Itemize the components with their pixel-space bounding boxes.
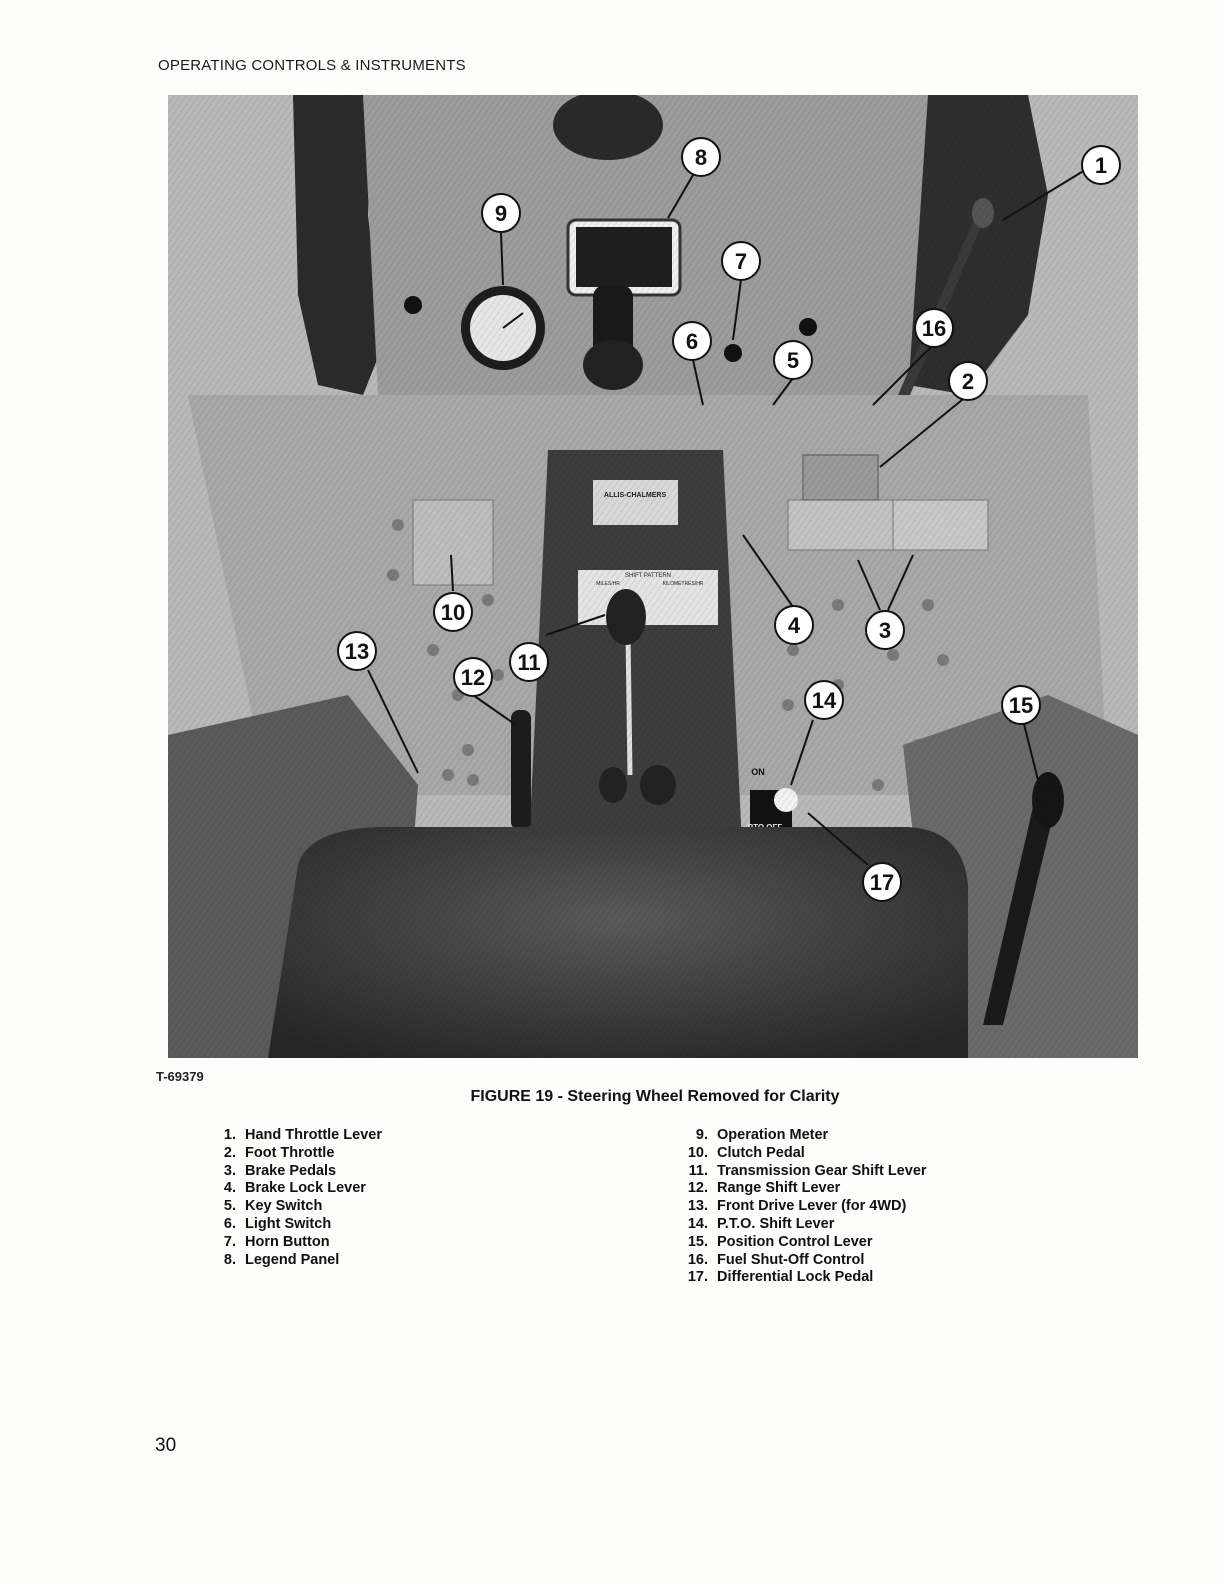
callout-10-number: 10 xyxy=(440,600,466,625)
legend-item-label: Operation Meter xyxy=(717,1127,829,1143)
callout-5-number: 5 xyxy=(786,348,800,373)
section-header: OPERATING CONTROLS & INSTRUMENTS xyxy=(158,57,466,74)
legend-item xyxy=(200,1145,382,1163)
legend-item-label: Front Drive Lever (for 4WD) xyxy=(717,1198,907,1215)
callout-13-number: 13 xyxy=(344,639,370,664)
callout-3-number: 3 xyxy=(878,618,892,643)
figure-caption: FIGURE 19 - Steering Wheel Removed for Clarity xyxy=(470,1088,840,1105)
legend-item-number: 10. xyxy=(687,1144,708,1161)
legend-item xyxy=(200,1180,382,1198)
legend-item-number: 17. xyxy=(687,1269,708,1286)
legend-item xyxy=(672,1198,927,1216)
legend-item-label: Range Shift Lever xyxy=(717,1180,841,1197)
legend-item-label: Light Switch xyxy=(245,1215,332,1232)
legend-item-number: 6. xyxy=(223,1215,236,1232)
callout-1-number: 1 xyxy=(1094,153,1108,178)
legend-item-number: 14. xyxy=(687,1215,708,1232)
callout-9-number: 9 xyxy=(494,201,508,226)
legend-item xyxy=(200,1198,382,1216)
tractor-controls-photo xyxy=(168,95,1138,1058)
legend-item xyxy=(672,1216,927,1234)
legend-item-label: Position Control Lever xyxy=(717,1233,873,1250)
legend-item xyxy=(672,1269,927,1287)
legend-item-number: 2. xyxy=(223,1144,236,1161)
callout-15-number: 15 xyxy=(1008,693,1034,718)
legend-item-label: Brake Lock Lever xyxy=(245,1180,366,1197)
legend-item xyxy=(672,1234,927,1252)
legend-item-number: 7. xyxy=(223,1233,236,1250)
callout-17-number: 17 xyxy=(869,870,895,895)
callout-6-number: 6 xyxy=(685,329,699,354)
legend-item-number: 9. xyxy=(695,1127,708,1143)
legend-item xyxy=(672,1127,927,1145)
legend-item-label: Clutch Pedal xyxy=(717,1144,805,1161)
callout-4-number: 4 xyxy=(787,613,801,638)
legend-item-label: Transmission Gear Shift Lever xyxy=(717,1162,927,1179)
legend-item-label: Horn Button xyxy=(245,1233,330,1250)
callout-16-number: 16 xyxy=(921,316,947,341)
legend-item xyxy=(672,1252,927,1270)
callout-12-number: 12 xyxy=(460,665,486,690)
legend-item-number: 3. xyxy=(223,1162,236,1179)
legend-item-number: 13. xyxy=(687,1198,708,1215)
legend-item xyxy=(200,1127,382,1145)
legend-item xyxy=(200,1163,382,1181)
page-number: 30 xyxy=(155,1435,177,1456)
legend-item-number: 4. xyxy=(223,1180,236,1197)
photo-id: T-69379 xyxy=(156,1069,204,1084)
callout-11-number: 11 xyxy=(517,650,541,675)
callout-2-number: 2 xyxy=(961,369,975,394)
legend-item-label: Fuel Shut-Off Control xyxy=(717,1251,865,1268)
legend-item-label: P.T.O. Shift Lever xyxy=(717,1215,835,1232)
legend-item-label: Hand Throttle Lever xyxy=(245,1127,382,1143)
legend-left-column xyxy=(200,1127,382,1269)
legend-item-label: Differential Lock Pedal xyxy=(717,1269,874,1286)
callout-8-number: 8 xyxy=(694,145,708,170)
callout-7-number: 7 xyxy=(734,249,748,274)
legend-right-column xyxy=(672,1127,927,1287)
legend-item-number: 12. xyxy=(687,1180,708,1197)
legend-item-label: Brake Pedals xyxy=(245,1162,337,1179)
legend-item-label: Legend Panel xyxy=(245,1251,340,1268)
legend-item xyxy=(672,1145,927,1163)
legend-item-number: 8. xyxy=(223,1251,236,1268)
legend-item xyxy=(200,1252,382,1270)
legend-item xyxy=(200,1216,382,1234)
legend-item-number: 5. xyxy=(223,1198,236,1215)
legend-item xyxy=(672,1163,927,1181)
legend-item-number: 11. xyxy=(688,1162,708,1179)
legend-item-label: Key Switch xyxy=(245,1198,323,1215)
legend-item xyxy=(672,1180,927,1198)
callout-14-number: 14 xyxy=(811,688,837,713)
legend-item xyxy=(200,1234,382,1252)
legend-item-number: 16. xyxy=(687,1251,708,1268)
legend-item-number: 1. xyxy=(223,1127,236,1143)
legend-item-label: Foot Throttle xyxy=(245,1144,335,1161)
legend-item-number: 15. xyxy=(687,1233,708,1250)
